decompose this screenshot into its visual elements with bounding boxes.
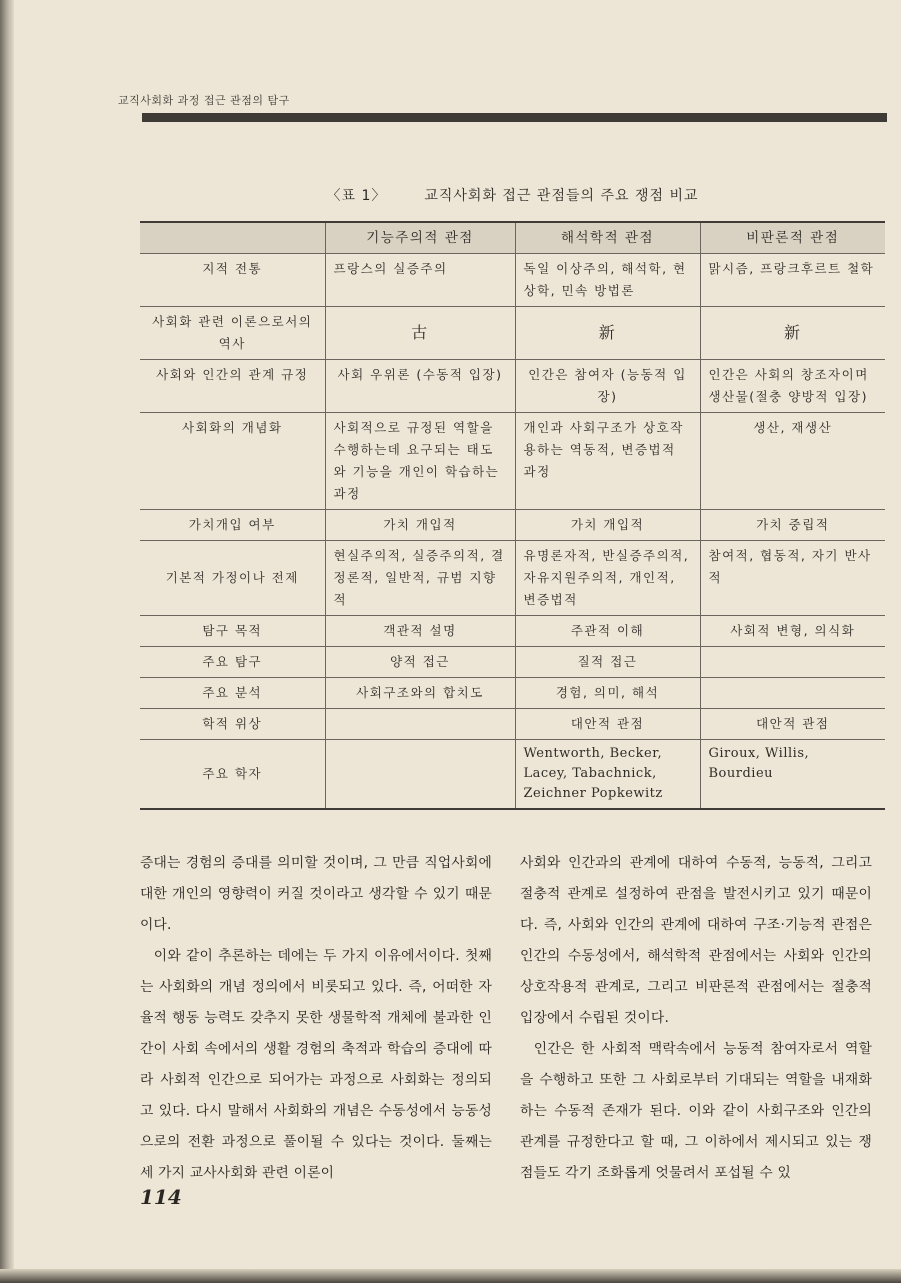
cell-functional: 객관적 설명 [325,616,515,647]
cell-functional: 사회 우위론 (수동적 입장) [325,360,515,413]
table-caption [140,185,885,205]
header-interpretive: 해석학적 관점 [515,222,700,254]
table-row [140,678,885,709]
table-row [140,647,885,678]
cell-interpretive: 개인과 사회구조가 상호작용하는 역동적, 변증법적 과정 [515,413,700,510]
cell-critical: 新 [700,307,885,360]
cell-functional: 현실주의적, 실증주의적, 결정론적, 일반적, 규범 지향적 [325,541,515,616]
table-row [140,360,885,413]
cell-interpretive: 가치 개입적 [515,510,700,541]
row-label: 사회화 관련 이론으로서의 역사 [140,307,325,360]
cell-critical: 참여적, 협동적, 자기 반사적 [700,541,885,616]
cell-critical: Giroux, Willis, Bourdieu [700,740,885,810]
cell-critical: 대안적 관점 [700,709,885,740]
cell-interpretive: 독일 이상주의, 해석학, 현상학, 민속 방법론 [515,254,700,307]
cell-functional [325,740,515,810]
cell-interpretive: 경험, 의미, 해석 [515,678,700,709]
book-binding-shadow [0,0,14,1283]
row-label: 사회와 인간의 관계 규정 [140,360,325,413]
table-row [140,541,885,616]
row-label: 주요 학자 [140,740,325,810]
cell-functional: 古 [325,307,515,360]
header-critical: 비판론적 관점 [700,222,885,254]
page-bottom-shadow [0,1269,901,1283]
table-header-row [140,222,885,254]
cell-critical: 생산, 재생산 [700,413,885,510]
row-label: 가치개입 여부 [140,510,325,541]
cell-interpretive: 인간은 참여자 (능동적 입장) [515,360,700,413]
cell-interpretive: 新 [515,307,700,360]
table-row [140,709,885,740]
cell-critical: 사회적 변형, 의식화 [700,616,885,647]
cell-functional: 사회구조와의 합치도 [325,678,515,709]
row-label: 학적 위상 [140,709,325,740]
table-row [140,740,885,810]
page-number: 114 [140,1185,182,1209]
row-label: 사회화의 개념화 [140,413,325,510]
table-row [140,616,885,647]
cell-interpretive: 주관적 이해 [515,616,700,647]
body-paragraph: 이와 같이 추론하는 데에는 두 가지 이유에서이다. 첫째는 사회화의 개념 정의에서 비롯되고 있다. 즉, 어떠한 자율적 행동 능력도 갖추지 못한 생물학적 개체에 불과한 인간이 사회 속에서의 생활 경험의 축적과 학습의 증대에 따라 사회적 인간으로 되어가는 과정으로 사회화는 정의되고 있다. 다시 말해서 사회화의 개념은 수동성에서 능동성으로의 전환 과정으로 풀이될 수 있다는 것이다. 둘째는 세 가지 교사사회화 관련 이론이 [140,948,492,1181]
row-label: 주요 탐구 [140,647,325,678]
cell-interpretive: 대안적 관점 [515,709,700,740]
row-label: 지적 전통 [140,254,325,307]
body-paragraph: 인간은 한 사회적 맥락속에서 능동적 참여자로서 역할을 수행하고 또한 그 사회로부터 기대되는 역할을 내재화하는 수동적 존재가 된다. 이와 같이 사회구조와 인간의 관계를 규정한다고 할 때, 그 이하에서 제시되고 있는 쟁점들도 각기 조화롭게 엇물려서 포섭될 수 있 [520,1041,872,1181]
header-rule [142,113,887,122]
cell-functional [325,709,515,740]
comparison-table [140,221,885,810]
cell-critical [700,647,885,678]
table-caption-title: 교직사회화 접근 관점들의 주요 쟁점 비교 [424,188,699,204]
header-functional: 기능주의적 관점 [325,222,515,254]
row-label: 기본적 가정이나 전제 [140,541,325,616]
running-head: 교직사회화 과정 접근 관점의 탐구 [118,94,290,107]
table-row [140,307,885,360]
cell-critical [700,678,885,709]
cell-interpretive: Wentworth, Becker, Lacey, Tabachnick, Zeichner Popkewitz [515,740,700,810]
cell-functional: 양적 접근 [325,647,515,678]
table-row [140,254,885,307]
table-caption-number: 〈표 1〉 [326,188,387,204]
row-label: 주요 분석 [140,678,325,709]
body-column-left [140,848,492,1189]
cell-critical: 맑시즘, 프랑크후르트 철학 [700,254,885,307]
cell-critical: 가치 중립적 [700,510,885,541]
row-label: 탐구 목적 [140,616,325,647]
cell-interpretive: 유명론자적, 반실증주의적, 자유지원주의적, 개인적, 변증법적 [515,541,700,616]
cell-interpretive: 질적 접근 [515,647,700,678]
cell-functional: 프랑스의 실증주의 [325,254,515,307]
cell-functional: 사회적으로 규정된 역할을 수행하는데 요구되는 태도와 기능을 개인이 학습하는 과정 [325,413,515,510]
body-paragraph: 사회와 인간과의 관계에 대하여 수동적, 능동적, 그리고 절충적 관계로 설정하여 관점을 발전시키고 있기 때문이다. 즉, 사회와 인간의 관계에 대하여 구조·기능적 관점은 인간의 수동성에서, 해석학적 관점에서는 사회와 인간의 상호작용적 관계로, 그리고 비판론적 관점에서는 절충적 입장에서 수립된 것이다. [520,855,872,1026]
cell-critical: 인간은 사회의 창조자이며 생산물(절충 양방적 입장) [700,360,885,413]
header-empty [140,222,325,254]
cell-functional: 가치 개입적 [325,510,515,541]
table-row [140,413,885,510]
body-paragraph: 증대는 경험의 증대를 의미할 것이며, 그 만큼 직업사회에 대한 개인의 영향력이 커질 것이라고 생각할 수 있기 때문이다. [140,855,492,933]
body-column-right [520,848,872,1189]
table-row [140,510,885,541]
